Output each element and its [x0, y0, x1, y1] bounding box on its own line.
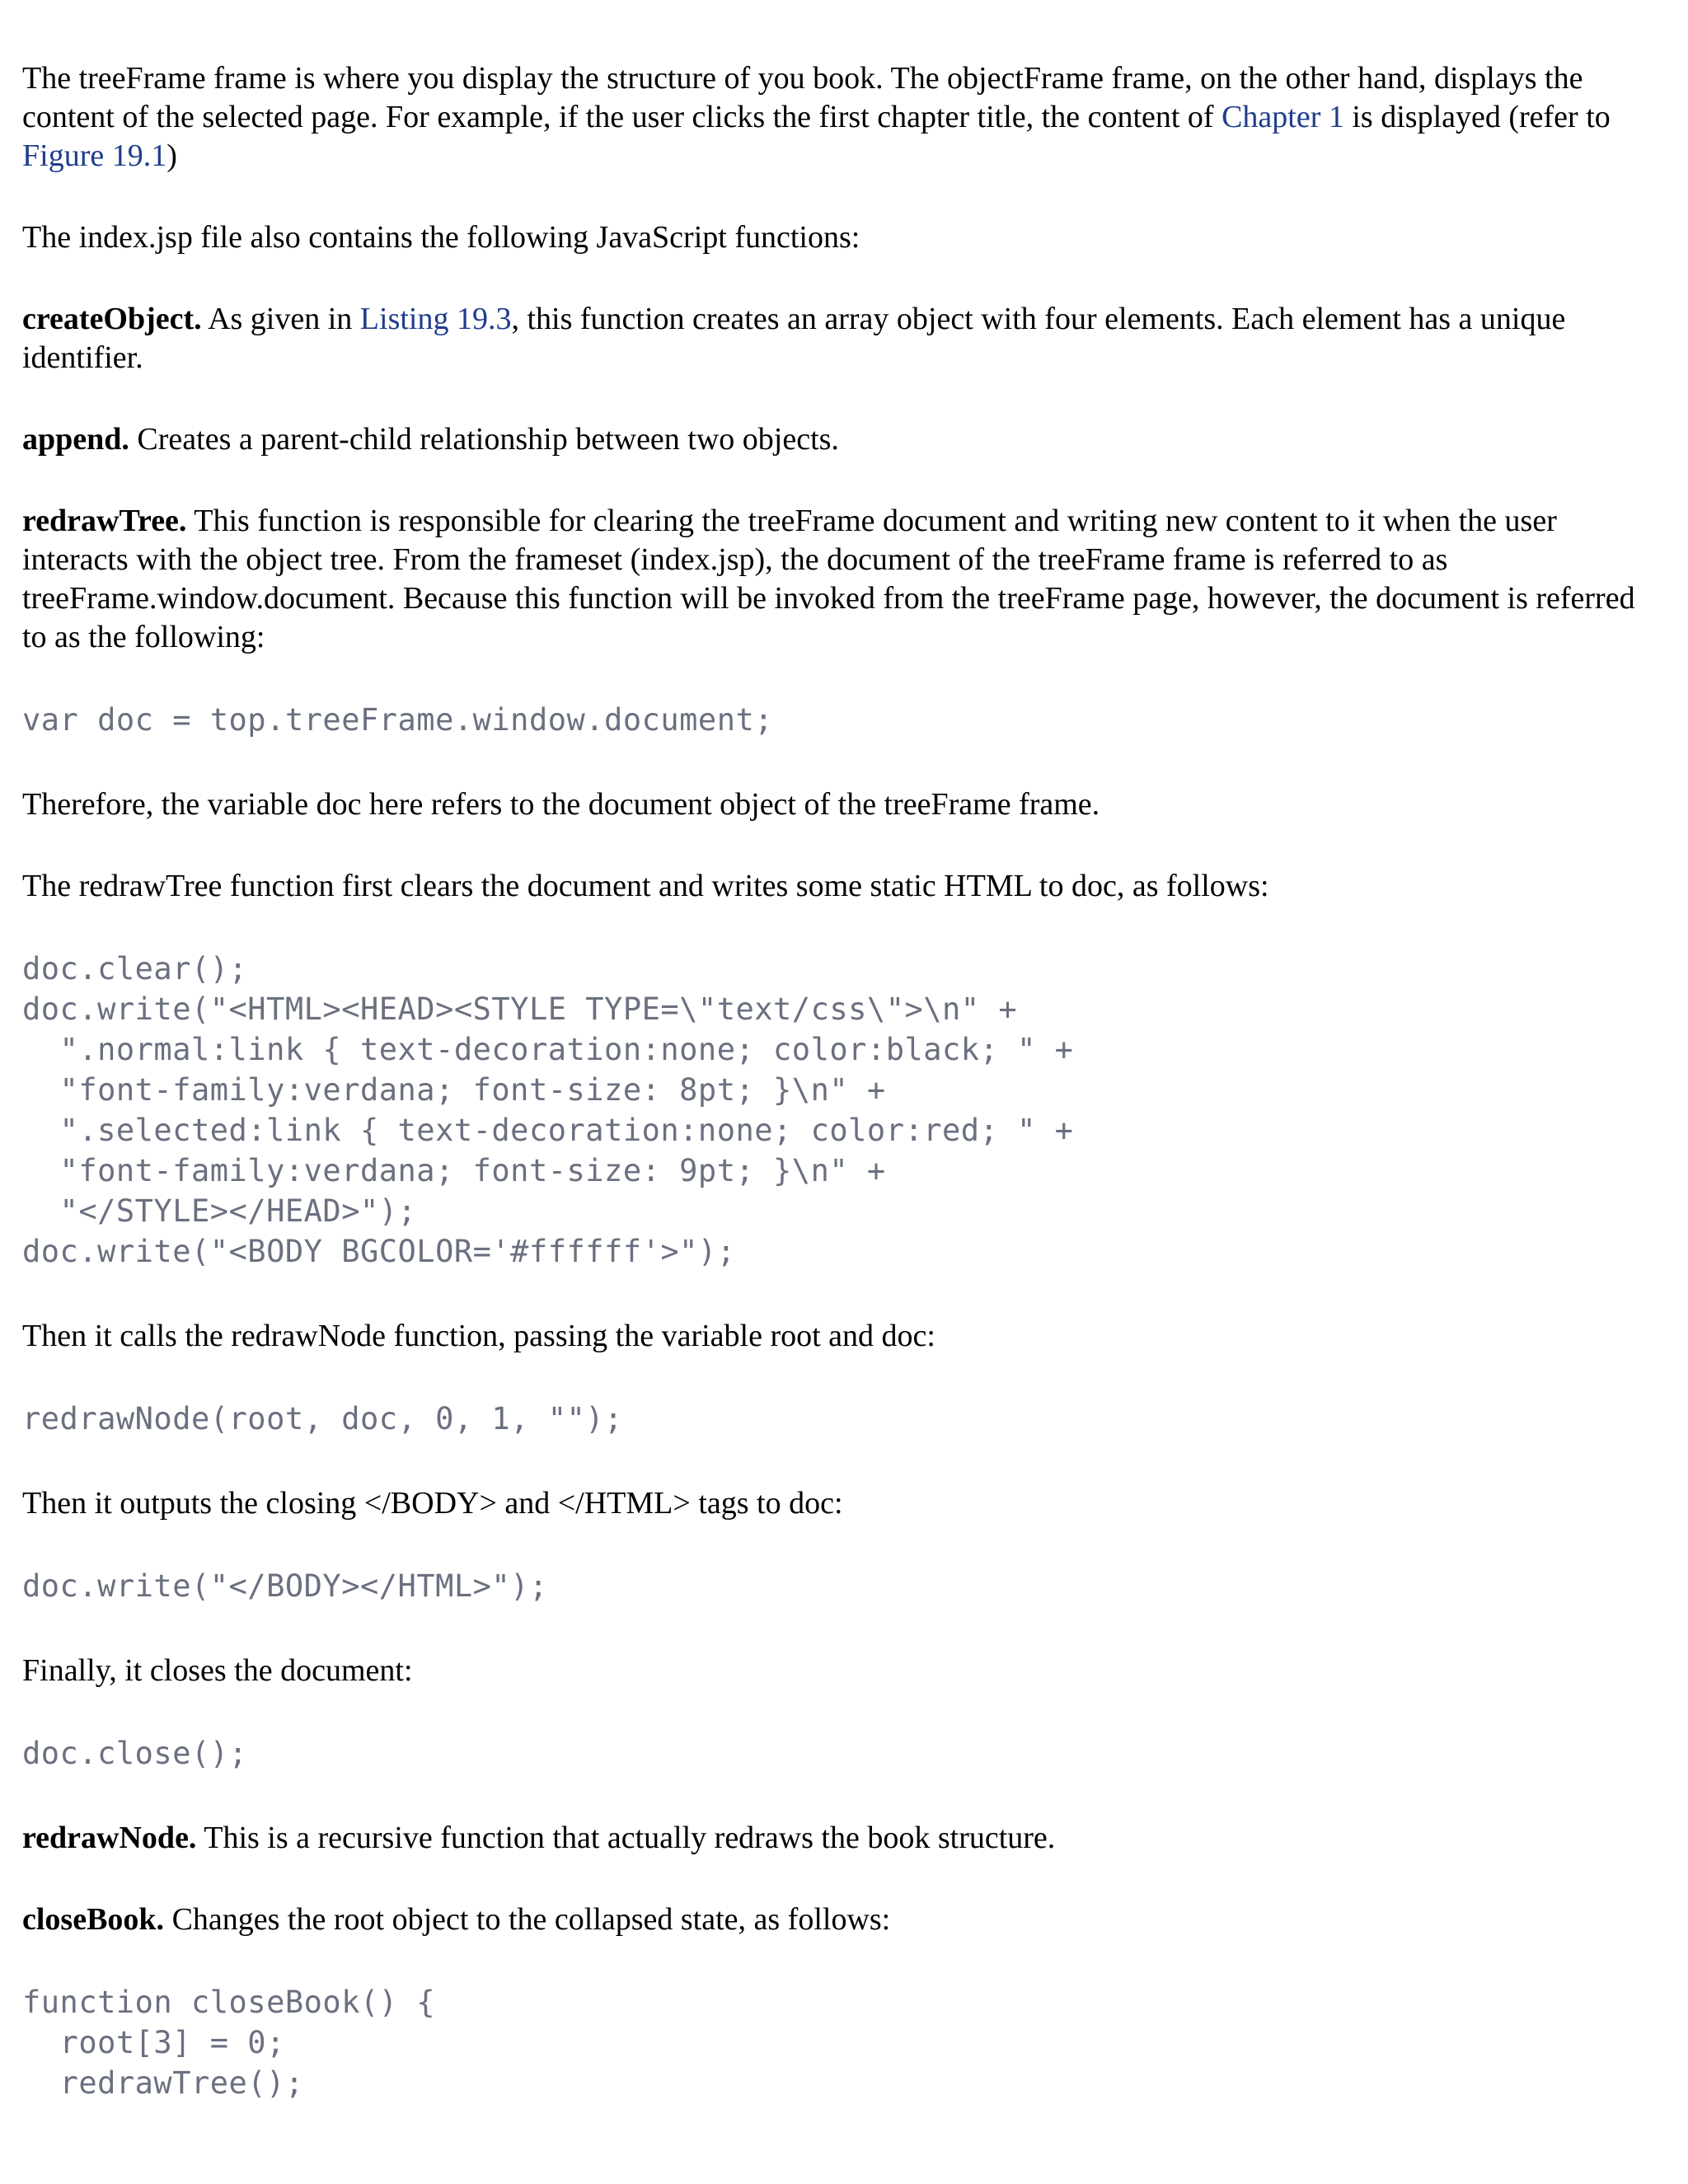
append-paragraph	[22, 420, 1658, 459]
intro-text-2: is displayed (refer to	[1343, 100, 1611, 134]
chapter-1-link[interactable]: Chapter 1	[1221, 100, 1344, 134]
createobject-text: As given in	[201, 302, 360, 336]
closing-tags-paragraph: Then it outputs the closing </BODY> and </HTML> tags to doc:	[22, 1486, 843, 1521]
functions-intro-paragraph: The index.jsp file also contains the following JavaScript functions:	[22, 220, 860, 255]
redrawtree-paragraph	[22, 502, 1658, 657]
code-block-closing-tags: doc.write("</BODY></HTML>");	[22, 1568, 548, 1604]
code-block-redrawnode-call: redrawNode(root, doc, 0, 1, "");	[22, 1401, 623, 1436]
closebook-paragraph	[22, 1900, 1658, 1939]
code-block-doc-write: doc.clear(); doc.write("<HTML><HEAD><STYLE TYPE=\"text/css\">\n" + ".normal:link { text-decoration:none; color:black; " + "font-family:verdana; font-size: 8pt; }\n" + ".selected:link { text-decoration:none; color:red; " + "font-family:verdana; font-size: 9pt; }\n" + "</STYLE></HEAD>"); doc.write("<BODY BGCOLOR='#ffffff'>");	[22, 951, 1074, 1269]
createobject-paragraph	[22, 300, 1658, 377]
listing-19-3-link[interactable]: Listing 19.3	[359, 302, 512, 336]
redrawtree-text: This function is responsible for clearing the treeFrame document and writing new content to it when the user interacts with the object tree. From the frameset (index.jsp), the document of the treeFrame frame is referred to as treeFrame.window.document. Because this function will be invoked from the treeFrame page, however, the document is referred to as the following:	[22, 504, 1635, 654]
append-text: Creates a parent-child relationship between two objects.	[129, 422, 839, 457]
redrawnode-call-paragraph: Then it calls the redrawNode function, passing the variable root and doc:	[22, 1319, 935, 1353]
createobject-term: createObject.	[22, 302, 202, 336]
code-block-closebook: function closeBook() { root[3] = 0; redrawTree();	[22, 1985, 436, 2101]
intro-text: The treeFrame frame is where you display the structure of you book. The objectFrame frame, on the other hand, displays the content of the selected page. For example, if the user clicks the first chapter title, the content of	[22, 61, 1583, 134]
redrawnode-text: This is a recursive function that actually redraws the book structure.	[196, 1821, 1056, 1855]
closebook-text: Changes the root object to the collapsed state, as follows:	[164, 1902, 891, 1937]
closebook-term: closeBook.	[22, 1902, 165, 1937]
code-block-doc-close: doc.close();	[22, 1736, 248, 1771]
redrawtree-clear-paragraph: The redrawTree function first clears the document and writes some static HTML to doc, as follows:	[22, 869, 1269, 903]
code-block-doc-variable: var doc = top.treeFrame.window.document;	[22, 702, 774, 738]
createobject-text-2: , this function creates an array object with four elements. Each element has a unique identifier.	[22, 302, 1566, 375]
doc-variable-paragraph: Therefore, the variable doc here refers to the document object of the treeFrame frame.	[22, 787, 1100, 822]
close-document-paragraph: Finally, it closes the document:	[22, 1653, 413, 1688]
intro-text-3: )	[166, 138, 177, 173]
redrawnode-paragraph	[22, 1819, 1658, 1858]
figure-19-1-link[interactable]: Figure 19.1	[22, 138, 167, 173]
document-page	[22, 59, 1658, 2149]
intro-paragraph	[22, 59, 1658, 176]
append-term: append.	[22, 422, 129, 457]
redrawtree-term: redrawTree.	[22, 504, 187, 538]
redrawnode-term: redrawNode.	[22, 1821, 197, 1855]
